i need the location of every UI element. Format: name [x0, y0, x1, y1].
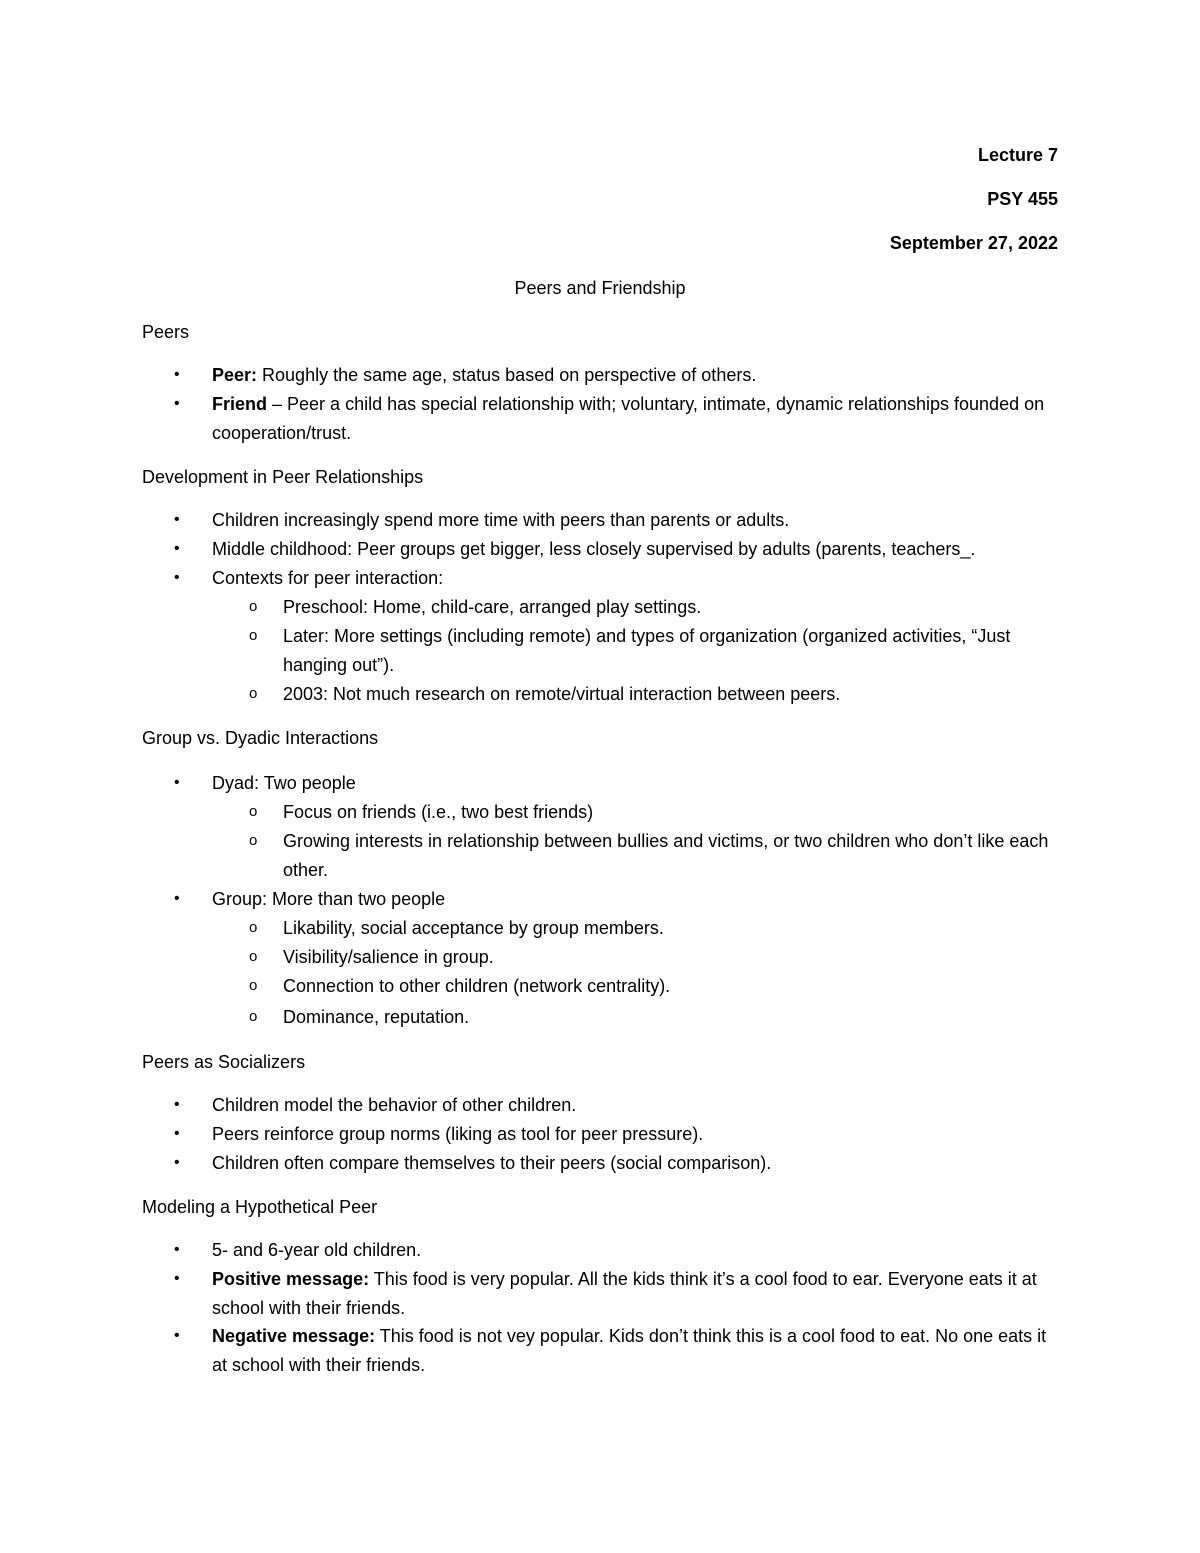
- sub-list-item: [249, 798, 1063, 827]
- list-item-text: Children increasingly spend more time with peers than parents or adults.: [212, 510, 790, 530]
- list-item-friend: [174, 390, 1062, 448]
- bullet-marker: •: [174, 890, 180, 907]
- sub-list-item-text: Dominance, reputation.: [283, 1007, 470, 1027]
- document-title: Peers and Friendship: [514, 278, 686, 298]
- lecture-number: Lecture 7: [977, 145, 1058, 165]
- list-item: [174, 1120, 1062, 1149]
- sub-list-item-text: Preschool: Home, child-care, arranged play settings.: [283, 597, 702, 617]
- list-item: [174, 1236, 1062, 1265]
- section-heading-development: Development in Peer Relationships: [142, 467, 424, 487]
- positive-message-text: This food is very popular. All the kids think it’s a cool food to ear. Everyone eats it at school with their friends.: [212, 1269, 1037, 1318]
- section-heading-modeling: Modeling a Hypothetical Peer: [142, 1197, 378, 1217]
- bullet-marker: •: [174, 1327, 180, 1344]
- term-negative-message: Negative message:: [212, 1326, 376, 1346]
- term-friend: Friend: [212, 394, 268, 414]
- list-item-group: [174, 885, 1062, 914]
- list-item: [174, 506, 1062, 535]
- section-heading-peers: Peers: [142, 322, 190, 342]
- definition-friend: – Peer a child has special relationship with; voluntary, intimate, dynamic relationships founded on cooperation/trust.: [212, 394, 1045, 443]
- sub-list-item: [249, 943, 1063, 972]
- list-item-text: Children often compare themselves to their peers (social comparison).: [212, 1153, 772, 1173]
- sub-list-item-text: Focus on friends (i.e., two best friends): [283, 802, 594, 822]
- list-item: [174, 535, 1062, 564]
- bullet-marker: •: [174, 395, 180, 412]
- sub-list-item-text: Visibility/salience in group.: [283, 947, 494, 967]
- list-item: [174, 1149, 1062, 1178]
- section-heading-socializers: Peers as Socializers: [142, 1052, 306, 1072]
- sub-list-item: [249, 680, 1063, 709]
- list-item: [174, 1091, 1062, 1120]
- list-item-negative-message: [174, 1322, 1062, 1380]
- list-item-text: 5- and 6-year old children.: [212, 1240, 422, 1260]
- bullet-marker: •: [174, 511, 180, 528]
- list-item-dyad: [174, 769, 1062, 798]
- negative-message-text: This food is not vey popular. Kids don’t think this is a cool food to eat. No one eats it at school with their friends.: [212, 1326, 1047, 1375]
- sub-list-item-text: Later: More settings (including remote) and types of organization (organized activities, “Just hanging out”).: [283, 626, 1011, 675]
- sub-bullet-marker: o: [249, 685, 258, 702]
- sub-list-item: [249, 827, 1063, 885]
- sub-list-item-text: 2003: Not much research on remote/virtual interaction between peers.: [283, 684, 841, 704]
- bullet-marker: •: [174, 1241, 180, 1258]
- sub-list-item-text: Connection to other children (network centrality).: [283, 976, 671, 996]
- sub-bullet-marker: o: [249, 977, 258, 994]
- lecture-date: September 27, 2022: [889, 233, 1058, 253]
- list-item-text: Peers reinforce group norms (liking as tool for peer pressure).: [212, 1124, 704, 1144]
- sub-bullet-marker: o: [249, 919, 258, 936]
- bullet-marker: •: [174, 1125, 180, 1142]
- list-item-text: Contexts for peer interaction:: [212, 568, 444, 588]
- sub-list-item-text: Growing interests in relationship between bullies and victims, or two children who don’t like each other.: [283, 831, 1049, 880]
- bullet-marker: •: [174, 366, 180, 383]
- sub-bullet-marker: o: [249, 832, 258, 849]
- list-item-positive-message: [174, 1265, 1062, 1323]
- sub-bullet-marker: o: [249, 598, 258, 615]
- sub-list-item: [249, 972, 1063, 1001]
- course-code: PSY 455: [987, 189, 1058, 209]
- list-item-peer: [174, 361, 1062, 390]
- bullet-marker: •: [174, 1270, 180, 1287]
- bullet-marker: •: [174, 1096, 180, 1113]
- term-positive-message: Positive message:: [212, 1269, 370, 1289]
- sub-list-item: [249, 1003, 1063, 1032]
- list-item-text: Middle childhood: Peer groups get bigger, less closely supervised by adults (parents, teachers_.: [212, 539, 976, 559]
- bullet-marker: •: [174, 1154, 180, 1171]
- term-peer: Peer:: [212, 365, 258, 385]
- bullet-marker: •: [174, 774, 180, 791]
- sub-bullet-marker: o: [249, 948, 258, 965]
- sub-bullet-marker: o: [249, 803, 258, 820]
- definition-peer: Roughly the same age, status based on perspective of others.: [257, 365, 757, 385]
- bullet-marker: •: [174, 540, 180, 557]
- sub-list-item: [249, 622, 1063, 680]
- sub-list-item: [249, 593, 1063, 622]
- sub-bullet-marker: o: [249, 1008, 258, 1025]
- bullet-marker: •: [174, 569, 180, 586]
- sub-list-item: [249, 914, 1063, 943]
- list-item-text: Dyad: Two people: [212, 773, 356, 793]
- section-heading-group-dyadic: Group vs. Dyadic Interactions: [142, 728, 379, 748]
- list-item: [174, 564, 1062, 593]
- sub-list-item-text: Likability, social acceptance by group members.: [283, 918, 664, 938]
- list-item-text: Children model the behavior of other children.: [212, 1095, 577, 1115]
- sub-bullet-marker: o: [249, 627, 258, 644]
- list-item-text: Group: More than two people: [212, 889, 446, 909]
